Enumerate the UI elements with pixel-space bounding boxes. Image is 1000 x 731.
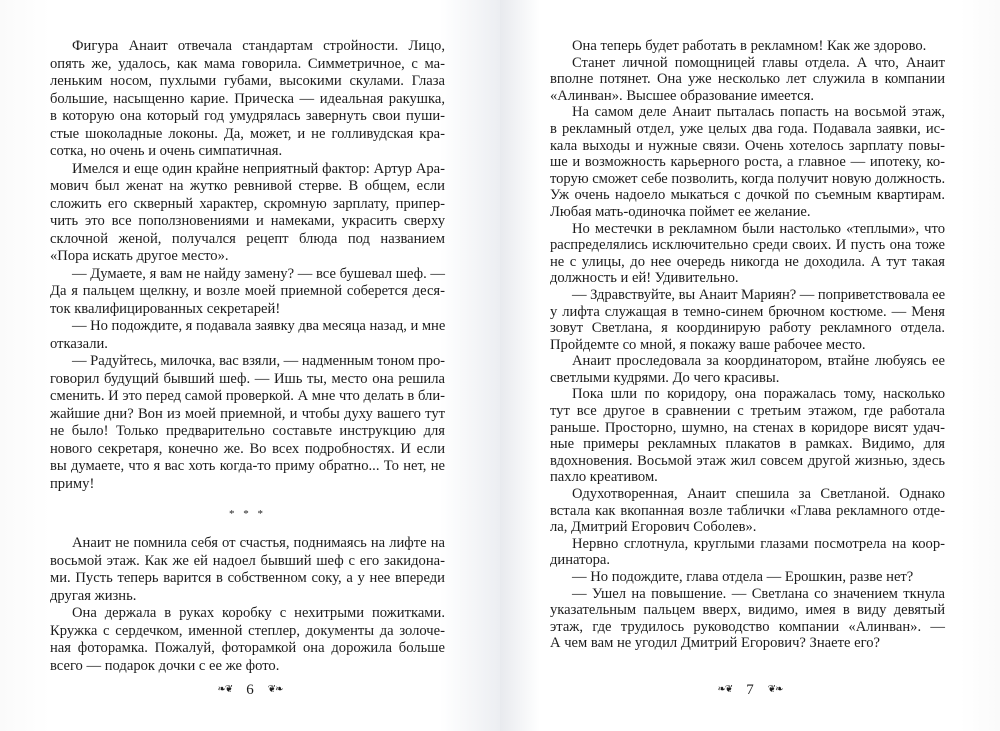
paragraph <box>50 266 445 319</box>
ornament-icon: ❧❦ <box>717 684 733 695</box>
text-line: — Здравствуйте, вы Анаит Мариян? — поприветствовала ее <box>572 286 945 303</box>
text-line: светлыми кудрями. До чего красивы. <box>550 369 780 386</box>
page-text <box>50 38 445 675</box>
text-line: Одухотворенная, Анаит спешила за Светланой. Однако <box>572 486 945 503</box>
text-line: зовут Светлана, я координирую работу рекламного отдела. <box>550 320 945 337</box>
text-line: говорил будущий бывший шеф. — Ишь ты, место она решила <box>50 370 445 387</box>
text-line: в которую она который год умудрялась завернуть свои пуши- <box>50 108 445 124</box>
section-separator: * * * <box>229 508 266 520</box>
text-line: склочной женой, получался рецепт блюда под названием <box>50 230 445 247</box>
paragraph <box>550 569 945 586</box>
text-line: Нервно сглотнула, круглыми глазами посмотрела на коор- <box>572 535 945 552</box>
paragraph <box>50 353 445 493</box>
paragraph <box>550 586 945 652</box>
text-line: указательным пальцем вверх, видимо, имея в виду девятый <box>550 602 945 619</box>
page-number: 7 <box>746 682 754 698</box>
text-line: встала как вкопанная возле таблички «Глава рекламного отде- <box>550 502 945 519</box>
paragraph <box>50 535 445 605</box>
text-line: Да я пальцем щелкну, и возле моей приемной соберется деся- <box>50 283 445 299</box>
paragraph <box>550 536 945 569</box>
text-line: другая жизнь. <box>50 587 137 604</box>
paragraph <box>550 221 945 287</box>
text-line: Она держала в руках коробку с нехитрыми пожитками. <box>72 605 445 621</box>
text-line: ная фоторамка. Пожалуй, фоторамкой она дорожила больше <box>50 640 445 656</box>
text-line: раньше. Просторно, шумно, на стенах в коридоре висят удач- <box>550 419 945 436</box>
text-line: Станет личной помощницей главы отдела. А что, Анаит <box>572 54 945 71</box>
text-line: Пройдемте со мной, я покажу ваше рабочее место. <box>550 336 866 353</box>
text-line: жайшие дни? Вон из моей приемной, и чтобы духу вашего тут <box>50 405 445 422</box>
text-line: всего — подарок дочки с ее же фото. <box>50 657 280 674</box>
text-line: отказали. <box>50 335 108 352</box>
text-line: кала выходы и нужные связи. Очень хотелось зарплату повы- <box>550 137 945 154</box>
text-line: — Но подождите, я подавала заявку два месяца назад, и мне <box>72 318 446 334</box>
text-line: ные примеры рекламных плакатов в рамках. Видимо, для <box>550 436 945 453</box>
text-line: не было! Только предварительно составьте инструкцию для <box>50 423 445 439</box>
page-number-footer <box>500 682 1000 699</box>
text-line: пахло креативом. <box>550 469 658 486</box>
text-line: сложить его скверный характер, скромную зарплату, припер- <box>50 195 445 212</box>
text-line: приму! <box>50 475 95 492</box>
text-line: вдохновения. Восьмой этаж жил совсем другой жизнью, здесь <box>550 452 945 469</box>
paragraph <box>550 55 945 105</box>
text-line: сменить. И это перед самой проверкой. А мне что делать в бли- <box>50 388 445 404</box>
paragraph <box>50 318 445 353</box>
page-number: 6 <box>246 682 254 698</box>
text-line: — Думаете, я вам не найду замену? — все бушевал шеф. — <box>72 265 445 282</box>
text-line: «Пора искать другое место». <box>50 248 229 264</box>
text-line: ми. Пусть теперь варится в собственном соку, а у нее впереди <box>50 570 445 586</box>
text-line: Имелся и еще один крайне неприятный фактор: Артур Ара- <box>72 160 445 177</box>
text-line: у лифта служащая в темно-синем брючном костюме. — Меня <box>550 303 945 320</box>
text-line: Она теперь будет работать в рекламном! Как же здорово. <box>572 38 927 54</box>
paragraph <box>550 386 945 486</box>
text-line: чить это все поползновениями и намеками, украсить сверху <box>50 213 445 229</box>
text-line: На самом деле Анаит пыталась попасть на восьмой этаж, <box>572 104 945 121</box>
text-line: мович был женат на жутко ревнивой стерве. В общем, если <box>50 178 445 194</box>
text-line: Кружка с сердечком, именной степлер, документы да золоче- <box>50 622 445 639</box>
paragraph <box>50 161 445 266</box>
text-line: ток квалифицированных секретарей! <box>50 300 281 317</box>
text-line: ла, Дмитрий Егорович Соболев». <box>550 519 757 536</box>
text-line: — Радуйтесь, милочка, вас взяли, — надменным тоном про- <box>72 353 445 369</box>
paragraph <box>550 104 945 220</box>
text-line: опять же, удалось, как мама говорила. Симметричное, с ма- <box>50 55 445 72</box>
paragraph <box>550 38 945 55</box>
paragraph <box>50 38 445 161</box>
text-line: Анаит не помнила себя от счастья, поднимаясь на лифте на <box>72 535 445 551</box>
text-line: вы думаете, что я вас хоть когда-то приму обратно... То нет, не <box>50 458 445 474</box>
text-line: Но местечки в рекламном были настолько «теплыми», что <box>572 220 945 237</box>
paragraph <box>50 605 445 675</box>
text-line: в рекламный отдел, уже целых два года. Подавала заявки, ис- <box>550 120 945 137</box>
page-number-footer <box>0 682 500 699</box>
text-line: — Но подождите, глава отдела — Ерошкин, разве нет? <box>572 569 914 585</box>
text-line: Любая мать-одиночка поймет ее желание. <box>550 203 811 220</box>
text-line: нового секретаря, конечно же. Во всех подробностях. И если <box>50 440 445 457</box>
text-line: А чем вам не угодил Дмитрий Егорович? Знаете его? <box>550 635 881 652</box>
text-line: сотка, но очень и очень симпатичная. <box>50 143 283 159</box>
text-line: торую сможет себе позволить, когда получит новую должность. <box>550 170 946 187</box>
text-line: вполне потянет. Она уже несколько лет служила в компании <box>550 71 945 88</box>
paragraph <box>550 353 945 386</box>
text-line: ше и возможность карьерного роста, а главное — ипотеку, ко- <box>550 154 945 171</box>
text-line: тут все другое в сравнении с третьим этажом, где работала <box>550 403 945 420</box>
text-line: не с улицы, до нее очередь никогда не доходила. А тут такая <box>550 253 945 270</box>
text-line: Уж очень надоело мыкаться с дочкой по съемным квартирам. <box>550 187 945 204</box>
text-line: большие, насыщенно карие. Прическа — идеальная ракушка, <box>50 90 445 107</box>
text-line: Фигура Анаит отвечала стандартам стройности. Лицо, <box>72 38 445 54</box>
text-line: «Алинван». Высшее образование имеется. <box>550 87 814 104</box>
ornament-icon: ❦❧ <box>767 684 783 695</box>
ornament-icon: ❦❧ <box>267 684 283 695</box>
page-text <box>550 38 945 652</box>
text-line: должность и ей! Удивительно. <box>550 270 739 287</box>
ornament-icon: ❧❦ <box>217 684 233 695</box>
text-line: Анаит проследовала за координатором, втайне любуясь ее <box>572 353 945 370</box>
text-line: Пока шли по коридору, она поражалась тому, насколько <box>572 386 945 403</box>
paragraph <box>550 486 945 536</box>
text-line: стые шоколадные локоны. Да, может, и не голливудская кра- <box>50 125 445 142</box>
text-line: распределялись исключительно среди своих. И пусть она тоже <box>550 237 945 254</box>
text-line: леньким носом, пухлыми губами, высокими скулами. Глаза <box>50 73 445 89</box>
text-line: динатора. <box>550 552 611 569</box>
text-line: этаж, где трудилось руководство компании «Алинван». — <box>550 618 945 635</box>
text-line: — Ушел на повышение. — Светлана со значением ткнула <box>572 585 945 602</box>
paragraph <box>550 287 945 353</box>
right-page <box>500 0 1000 731</box>
text-line: восьмой этаж. Как же ей надоел бывший шеф с его закидона- <box>50 552 445 569</box>
